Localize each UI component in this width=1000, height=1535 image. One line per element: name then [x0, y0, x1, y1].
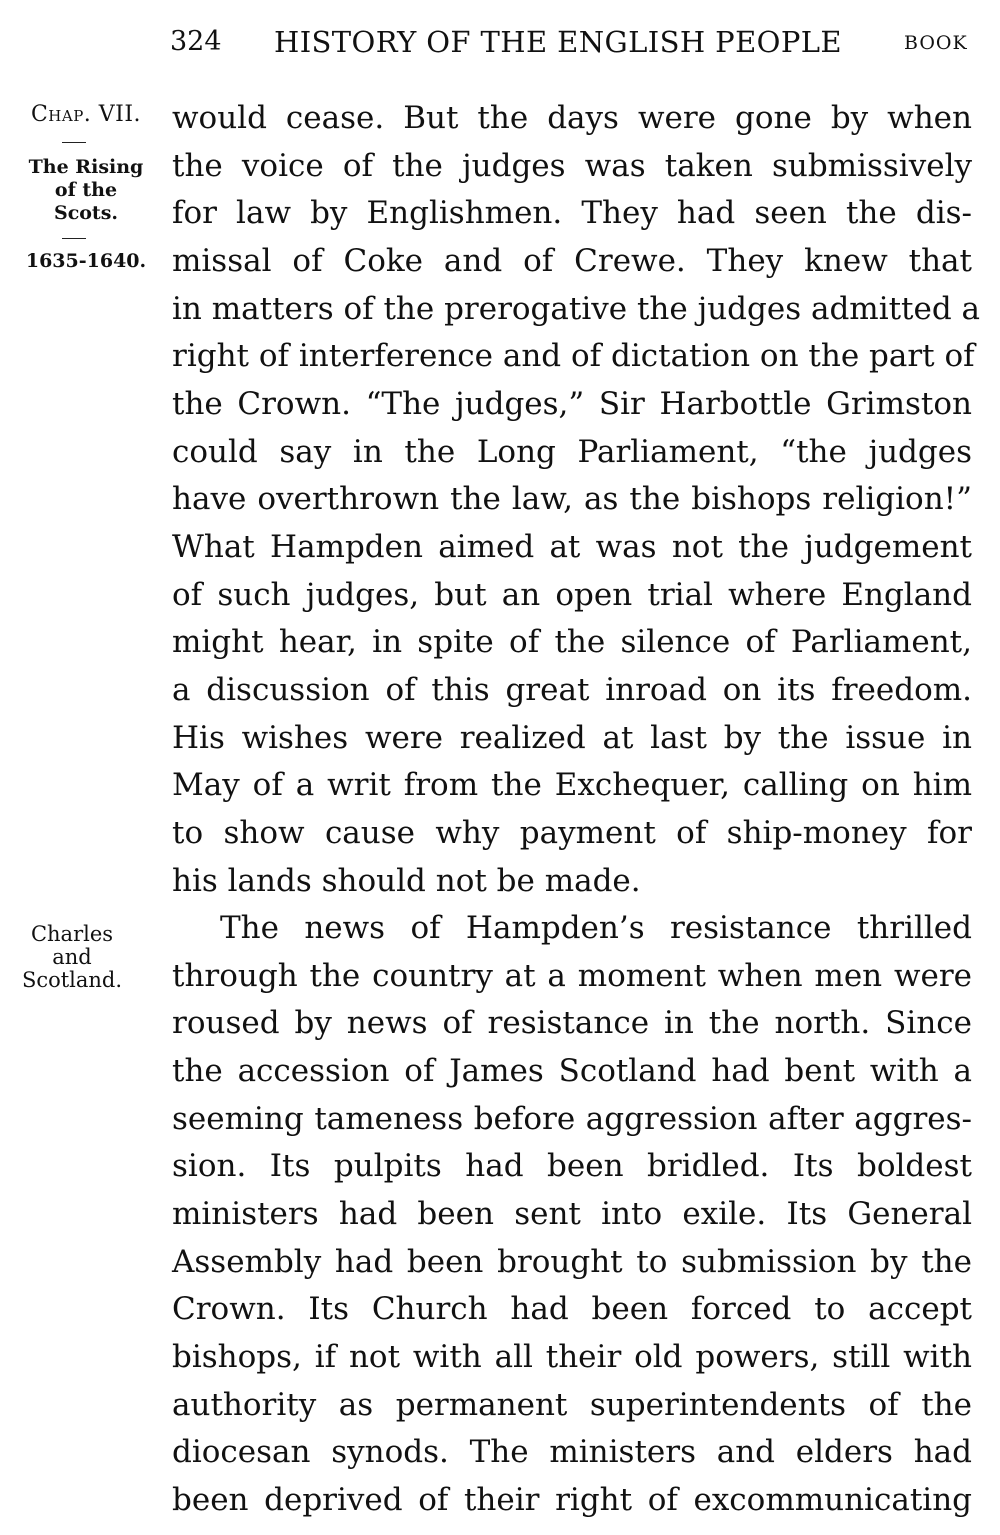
text-line: the accession of James Scotland had bent with a: [172, 1053, 972, 1090]
text-line: roused by news of resistance in the north. Since: [172, 1005, 972, 1042]
text-line: May of a writ from the Exchequer, calling on him: [172, 767, 972, 804]
text-line: seeming tameness before aggression after aggres-: [172, 1100, 972, 1137]
text-line: bishops, if not with all their old powers, still with: [172, 1339, 972, 1376]
text-line: been deprived of their right of excommunicating: [172, 1482, 972, 1519]
text-line: authority as permanent superintendents of the: [172, 1386, 972, 1423]
text-line: ministers had been sent into exile. Its General: [172, 1196, 972, 1233]
text-line: might hear, in spite of the silence of Parliament,: [172, 624, 972, 661]
margin-note-subsection-2: and: [52, 945, 92, 969]
margin-note-section-title-2: of the: [54, 179, 118, 201]
text-line: a discussion of this great inroad on its freedom.: [172, 671, 972, 708]
page-number: 324: [170, 26, 222, 57]
margin-note-section-title-1: The Rising: [28, 156, 144, 178]
text-line: What Hampden aimed at was not the judgement: [172, 528, 972, 565]
body-text: [172, 95, 981, 1525]
text-line: Crown. Its Church had been forced to accept: [172, 1291, 972, 1328]
text-line: right of interference and of dictation on the part of: [172, 338, 975, 375]
text-line: The news of Hampden’s resistance thrilled: [220, 910, 972, 947]
margin-rule: [62, 142, 86, 143]
text-line: His wishes were realized at last by the issue in: [172, 719, 972, 756]
margin-note-subsection-1: Charles: [30, 922, 114, 946]
text-line: would cease. But the days were gone by when: [172, 100, 972, 136]
text-line: through the country at a moment when men were: [172, 957, 972, 994]
text-line: diocesan synods. The ministers and elders had: [172, 1434, 972, 1471]
running-head: [0, 22, 1000, 62]
text-line: could say in the Long Parliament, “the judges: [172, 433, 972, 470]
book-label: BOOK: [904, 32, 968, 54]
text-line: Assembly had been brought to submission by the: [172, 1243, 972, 1280]
margin-note-dates: 1635-1640.: [25, 250, 147, 272]
text-line: the Crown. “The judges,” Sir Harbottle Grimston: [172, 385, 972, 422]
text-line: sion. Its pulpits had been bridled. Its boldest: [172, 1148, 972, 1185]
margin-rule: [62, 238, 86, 239]
text-line: to show cause why payment of ship-money for: [172, 814, 972, 851]
text-line: of such judges, but an open trial where England: [172, 576, 972, 613]
text-line: his lands should not be made.: [172, 862, 641, 899]
margin-note-chapter: Chap. VII.: [30, 102, 142, 127]
margin-note-subsection-3: Scotland.: [21, 968, 123, 992]
text-line: missal of Coke and of Crewe. They knew that: [172, 242, 972, 279]
text-line: for law by Englishmen. They had seen the dis-: [172, 195, 972, 232]
margin-note-section-title-3: Scots.: [53, 202, 119, 224]
text-line: in matters of the prerogative the judges admitted a: [172, 290, 981, 327]
text-line: the voice of the judges was taken submissively: [172, 147, 972, 184]
book-title: HISTORY OF THE ENGLISH PEOPLE: [274, 25, 842, 59]
text-line: have overthrown the law, as the bishops religion!”: [172, 481, 972, 518]
